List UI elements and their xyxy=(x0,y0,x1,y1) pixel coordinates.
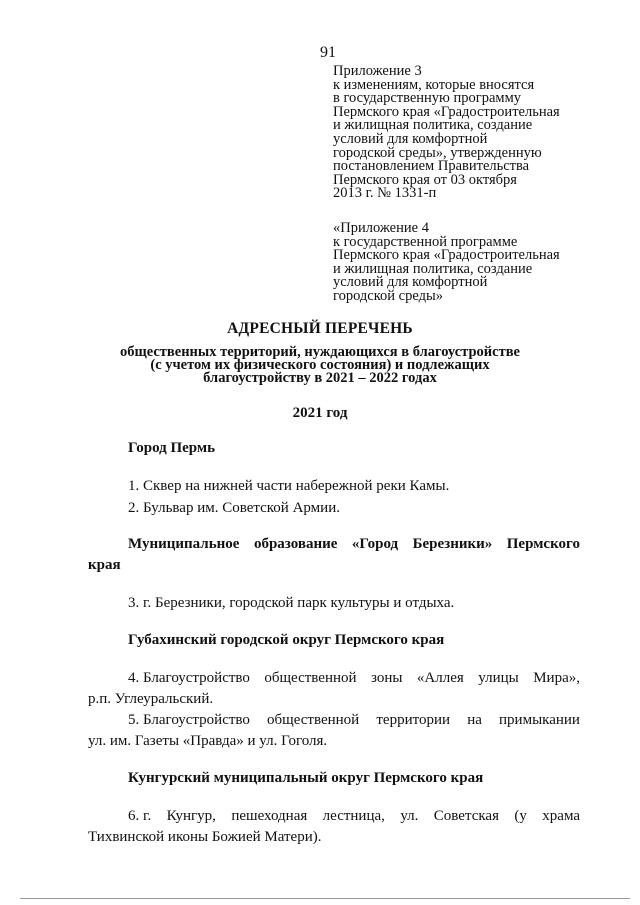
section-heading-berezniki xyxy=(128,536,580,553)
page-bottom-edge xyxy=(20,898,630,899)
document-title: АДРЕСНЫЙ ПЕРЕЧЕНЬ xyxy=(227,320,413,337)
annex-4-header xyxy=(333,222,593,304)
item-word: (у xyxy=(514,808,527,824)
heading-word: Березники» xyxy=(412,536,493,552)
section-heading-berezniki-cont: края xyxy=(88,557,121,573)
item-word: лестница, xyxy=(322,808,385,824)
item-word: примыкании xyxy=(499,712,580,728)
list-item xyxy=(128,808,580,825)
item-word: общественной xyxy=(267,712,360,728)
annex-3-line: Пермского края «Градостроительная xyxy=(333,103,560,120)
item-word: пешеходная xyxy=(231,808,308,824)
item-word: зоны xyxy=(371,670,403,686)
annex-3-line: постановлением Правительства xyxy=(333,158,530,175)
list-item-cont: р.п. Углеуральский. xyxy=(88,691,214,707)
annex-4-line: городской среды» xyxy=(333,287,443,304)
list-item: 1. Сквер на нижней части набережной реки Камы. xyxy=(128,478,450,494)
list-item: 3. г. Березники, городской парк культуры и отдыха. xyxy=(128,595,455,611)
year-heading: 2021 год xyxy=(292,405,348,421)
annex-3-line: и жилищная политика, создание xyxy=(333,117,533,134)
annex-3-line: в государственную программу xyxy=(333,90,522,107)
heading-word: «Город xyxy=(351,536,399,552)
annex-3-line: городской среды», утвержденную xyxy=(333,144,542,161)
annex-3-line: условий для комфортной xyxy=(333,130,488,147)
annex-4-line: «Приложение 4 xyxy=(333,220,429,236)
item-word: Советская xyxy=(433,808,499,824)
list-item-cont: ул. им. Газеты «Правда» и ул. Гоголя. xyxy=(88,733,328,749)
section-heading-perm: Город Пермь xyxy=(128,440,216,456)
item-word: ул. xyxy=(400,808,419,824)
document-subtitle xyxy=(60,346,580,385)
list-item xyxy=(128,712,580,729)
section-heading-gubakha: Губахинский городской округ Пермского края xyxy=(128,632,445,648)
page-number: 91 xyxy=(320,44,336,61)
item-word: общественной xyxy=(264,670,357,686)
annex-3-line: 2013 г. № 1331-п xyxy=(333,185,437,202)
section-heading-kungur: Кунгурский муниципальный округ Пермского края xyxy=(128,770,484,786)
heading-word: Муниципальное xyxy=(128,536,240,552)
item-word: 4. Благоустройство xyxy=(128,670,250,686)
item-word: 6. г. xyxy=(128,808,152,824)
annex-4-line: к государственной программе xyxy=(333,233,518,250)
heading-word: образование xyxy=(253,536,338,552)
item-word: территории xyxy=(376,712,451,728)
subtitle-line: (с учетом их физического состояния) и подлежащих xyxy=(150,357,490,373)
annex-3-line: Приложение 3 xyxy=(333,63,422,79)
annex-3-line: Пермского края от 03 октября xyxy=(333,171,517,188)
annex-4-line: условий для комфортной xyxy=(333,274,488,291)
subtitle-line: общественных территорий, нуждающихся в благоустройстве xyxy=(120,344,520,360)
item-word: на xyxy=(467,712,482,728)
item-word: храма xyxy=(542,808,580,824)
annex-4-line: и жилищная политика, создание xyxy=(333,260,533,277)
item-word: «Аллея xyxy=(416,670,464,686)
annex-3-line: к изменениям, которые вносятся xyxy=(333,76,535,93)
subtitle-line: благоустройству в 2021 – 2022 годах xyxy=(203,370,437,386)
annex-3-header xyxy=(333,65,593,201)
list-item xyxy=(128,670,580,687)
list-item-cont: Тихвинской иконы Божией Матери). xyxy=(88,829,322,845)
item-word: Кунгур, xyxy=(166,808,216,824)
item-word: 5. Благоустройство xyxy=(128,712,250,728)
item-word: улицы xyxy=(478,670,519,686)
heading-word: Пермского xyxy=(506,536,580,552)
item-word: Мира», xyxy=(533,670,580,686)
list-item: 2. Бульвар им. Советской Армии. xyxy=(128,500,340,516)
annex-4-line: Пермского края «Градостроительная xyxy=(333,247,560,264)
